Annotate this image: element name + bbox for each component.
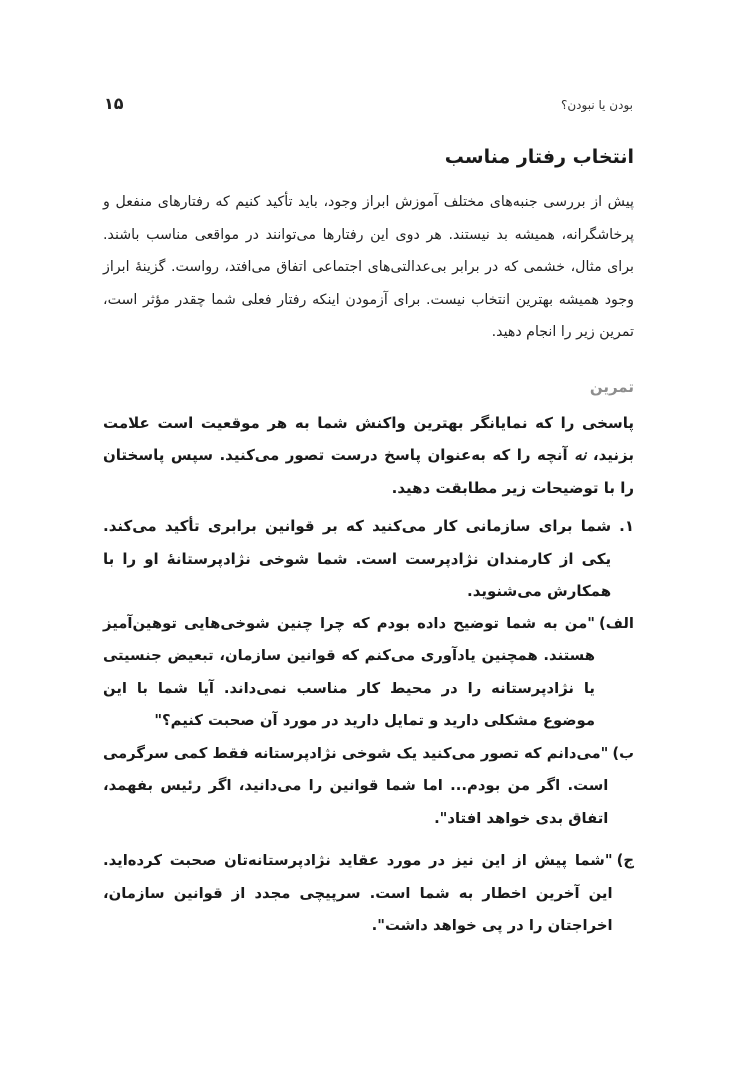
running-header bbox=[104, 96, 633, 118]
running-title: بودن یا نبودن؟ bbox=[560, 98, 633, 112]
question-text: شما برای سازمانی کار می‌کنید که بر قوانین برابری تأکید می‌کند. یکی از کارمندان نژادپرست است. شما شوخی نژادپرستانهٔ او را با همکارش می‌شنوید. bbox=[103, 517, 612, 600]
option-be bbox=[103, 738, 634, 836]
instructions-part-1: پاسخی را که نمایانگر بهترین واکنش شما به هر موقعیت است علامت بزنید، bbox=[103, 413, 634, 464]
page-content bbox=[103, 142, 634, 943]
exercise-instructions bbox=[103, 407, 634, 505]
question-number: ۱. bbox=[619, 517, 634, 535]
option-alef bbox=[103, 608, 634, 738]
section-heading: انتخاب رفتار مناسب bbox=[444, 146, 634, 168]
intro-paragraph: پیش از بررسی جنبه‌های مختلف آموزش ابراز وجود، باید تأکید کنیم که رفتارهای منفعل و پرخاشگرانه، همیشه بد نیستند. هر دوی این رفتارها می‌توانند در مواقعی مناسب باشند. برای مثال، خشمی که در برابر بی‌عدالتی‌های اجتماعی اتفاق می‌افتد، رواست. گزینهٔ ابراز وجود همیشه بهترین انتخاب نیست. برای آزمودن اینکه رفتار فعلی شما چقدر مؤثر است، تمرین زیر را انجام دهید. bbox=[103, 194, 634, 340]
instructions-part-2: آنچه را که به‌عنوان پاسخ درست تصور می‌کنید. سپس پاسختان را با توضیحات زیر مطابقت دهید. bbox=[103, 446, 634, 497]
exercise-label: تمرین bbox=[589, 377, 634, 396]
instructions-emphasis: نه bbox=[574, 446, 587, 464]
option-label: ج) bbox=[616, 852, 634, 869]
option-label: ب) bbox=[612, 744, 634, 762]
option-text: "شما پیش از این نیز در مورد عقاید نژادپرستانه‌تان صحبت کرده‌اید. این آخرین اخطار به شما است. سرپیچی مجدد از قوانین سازمان، اخراجتان را در پی خواهد داشت". bbox=[103, 852, 613, 934]
page-number: ۱۵ bbox=[104, 94, 124, 113]
question-1 bbox=[103, 510, 634, 608]
option-label: الف) bbox=[598, 614, 634, 632]
option-text: "من به شما توضیح داده بودم که چرا چنین شوخی‌هایی توهین‌آمیز هستند. همچنین یادآوری می‌کنم که قوانین سازمان، تبعیض جنسیتی یا نژادپرستانه را در محیط کار مناسب نمی‌داند. آیا شما با این موضوع مشکلی دارید و تمایل دارید در مورد آن صحبت کنیم؟" bbox=[103, 614, 595, 729]
option-jim bbox=[103, 845, 634, 943]
option-text: "می‌دانم که تصور می‌کنید یک شوخی نژادپرستانه فقط کمی سرگرمی است. اگر من بودم... اما شما قوانین را می‌دانید، اگر رئیس بفهمد، اتفاق بدی خواهد افتاد". bbox=[103, 744, 609, 827]
answer-options bbox=[103, 608, 634, 943]
